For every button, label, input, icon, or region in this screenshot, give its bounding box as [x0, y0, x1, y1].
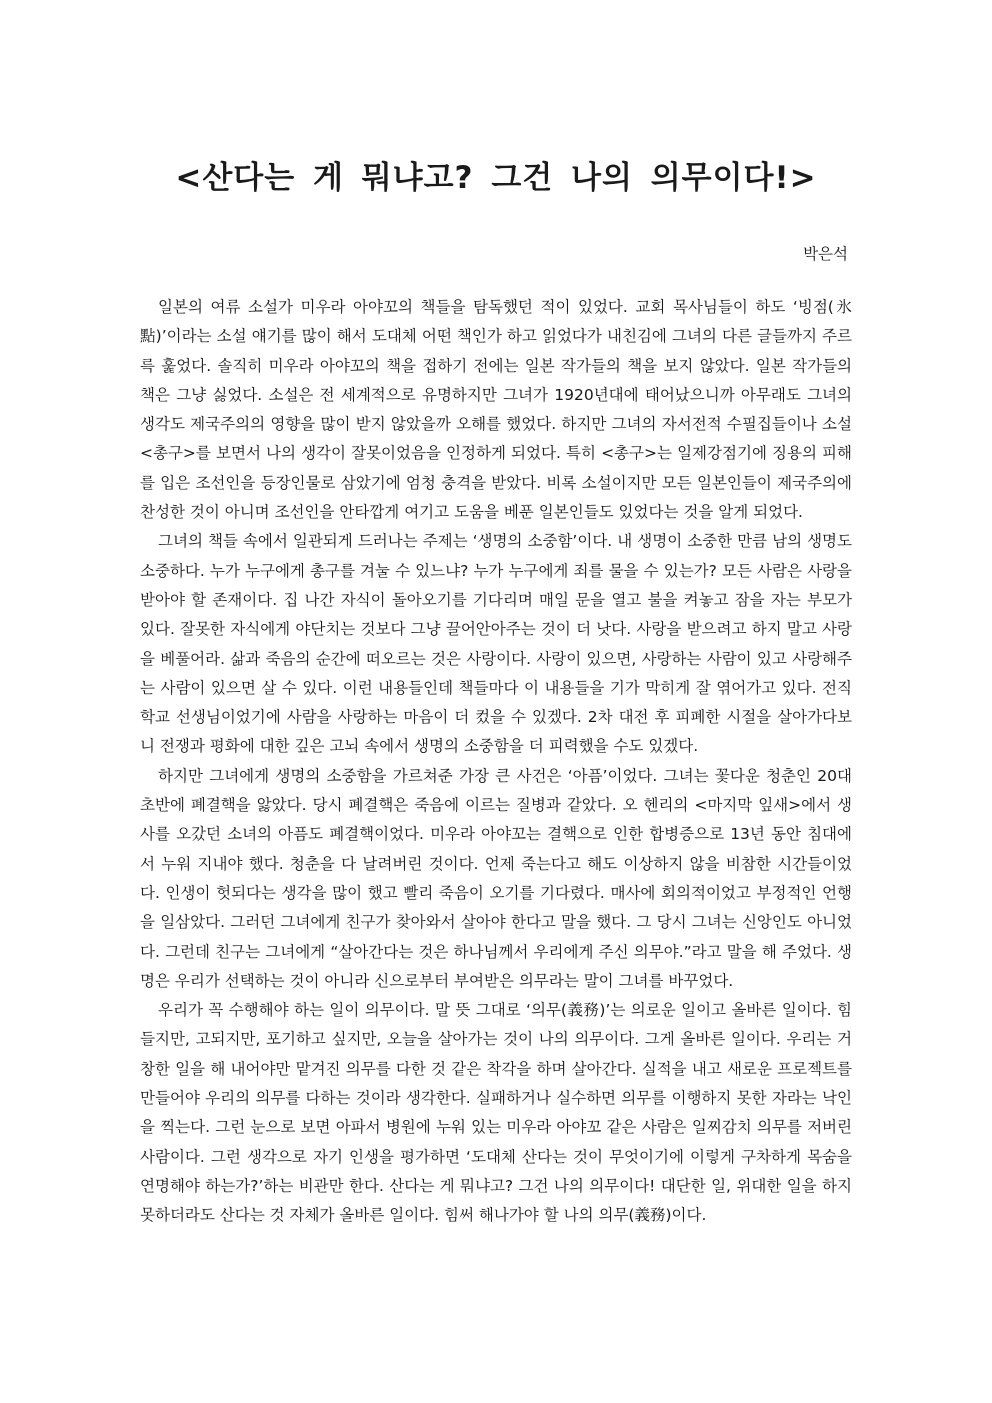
- page-title: <산다는 게 뭐냐고? 그건 나의 의무이다!>: [175, 160, 817, 196]
- author-name: 박은석: [803, 245, 848, 263]
- paragraph-1: 일본의 여류 소설가 미우라 아야꼬의 책들을 탐독했던 적이 있었다. 교회 목사님들이 하도 ‘빙점(氷點)’이라는 소설 얘기를 많이 해서 도대체 어떤 책인가 하고 읽었다가 내친김에 그녀의 다른 글들까지 주르륵 훑었다. 솔직히 미우라 아야꼬의 책을 접하기 전에는 일본 작가들의 책을 보지 않았다. 일본 작가들의 책은 그냥 싫었다. 소설은 전 세계적으로 유명하지만 그녀가 1920년대에 태어났으니까 아무래도 그녀의 생각도 제국주의의 영향을 많이 받지 않았을까 오해를 했었다. 하지만 그녀의 자서전적 수필집들이나 소설 <총구>를 보면서 나의 생각이 잘못이었음을 인정하게 되었다. 특히 <총구>는 일제강점기에 징용의 피해를 입은 조선인을 등장인물로 삼았기에 엄청 충격을 받았다. 비록 소설이지만 모든 일본인들이 제국주의에 찬성한 것이 아니며 조선인을 안타깝게 여기고 도움을 베푼 일본인들도 있었다는 것을 알게 되었다.: [140, 298, 852, 522]
- paragraph-2: 그녀의 책들 속에서 일관되게 드러나는 주제는 ‘생명의 소중함’이다. 내 생명이 소중한 만큼 남의 생명도 소중하다. 누가 누구에게 총구를 겨눌 수 있느냐? 누가 누구에게 죄를 물을 수 있는가? 모든 사람은 사랑을 받아야 할 존재이다. 집 나간 자식이 돌아오기를 기다리며 매일 문을 열고 불을 켜놓고 잠을 자는 부모가 있다. 잘못한 자식에게 야단치는 것보다 그냥 끌어안아주는 것이 더 낫다. 사랑을 받으려고 하지 말고 사랑을 베풀어라. 삶과 죽음의 순간에 떠오르는 것은 사랑이다. 사랑이 있으면, 사랑하는 사람이 있고 사랑해주는 사람이 있으면 살 수 있다. 이런 내용들인데 책들마다 이 내용들을 기가 막히게 잘 엮어가고 있다. 전직 학교 선생님이었기에 사람을 사랑하는 마음이 더 컸을 수 있겠다. 2차 대전 후 피폐한 시절을 살아가다보니 전쟁과 평화에 대한 깊은 고뇌 속에서 생명의 소중함을 더 피력했을 수도 있겠다.: [140, 532, 852, 756]
- paragraph-3: 하지만 그녀에게 생명의 소중함을 가르쳐준 가장 큰 사건은 ‘아픔’이었다. 그녀는 꽃다운 청춘인 20대 초반에 폐결핵을 앓았다. 당시 폐결핵은 죽음에 이르는 질병과 같았다. 오 헨리의 <마지막 잎새>에서 생사를 오갔던 소녀의 아픔도 폐결핵이었다. 미우라 아야꼬는 결핵으로 인한 합병증으로 13년 동안 침대에서 누워 지내야 했다. 청춘을 다 날려버린 것이다. 언제 죽는다고 해도 이상하지 않을 비참한 시간들이었다. 인생이 헛되다는 생각을 많이 했고 빨리 죽음이 오기를 기다렸다. 매사에 회의적이었고 부정적인 언행을 일삼았다. 그러던 그녀에게 친구가 찾아와서 살아야 한다고 말을 했다. 그 당시 그녀는 신앙인도 아니었다. 그런데 친구는 그녀에게 “살아간다는 것은 하나님께서 우리에게 주신 의무야.”라고 말을 해 주었다. 생명은 우리가 선택하는 것이 아니라 신으로부터 부여받은 의무라는 말이 그녀를 바꾸었다.: [140, 766, 852, 990]
- essay-body: [140, 293, 852, 1231]
- paragraph-4: 우리가 꼭 수행해야 하는 일이 의무이다. 말 뜻 그대로 ‘의무(義務)’는 의로운 일이고 올바른 일이다. 힘들지만, 고되지만, 포기하고 싶지만, 오늘을 살아가는 것이 나의 의무이다. 그게 올바른 일이다. 우리는 거창한 일을 해 내어야만 맡겨진 의무를 다한 것 같은 착각을 하며 살아간다. 실적을 내고 새로운 프로젝트를 만들어야 우리의 의무를 다하는 것이라 생각한다. 실패하거나 실수하면 의무를 이행하지 못한 자라는 낙인을 찍는다. 그런 눈으로 보면 아파서 병원에 누워 있는 미우라 아야꼬 같은 사람은 일찌감치 의무를 저버린 사람이다. 그런 생각으로 자기 인생을 평가하면 ‘도대체 산다는 것이 무엇이기에 이렇게 구차하게 목숨을 연명해야 하는가?’하는 비관만 한다. 산다는 게 뭐냐고? 그건 나의 의무이다! 대단한 일, 위대한 일을 하지 못하더라도 산다는 것 자체가 올바른 일이다. 힘써 해나가야 할 나의 의무(義務)이다.: [140, 1001, 852, 1225]
